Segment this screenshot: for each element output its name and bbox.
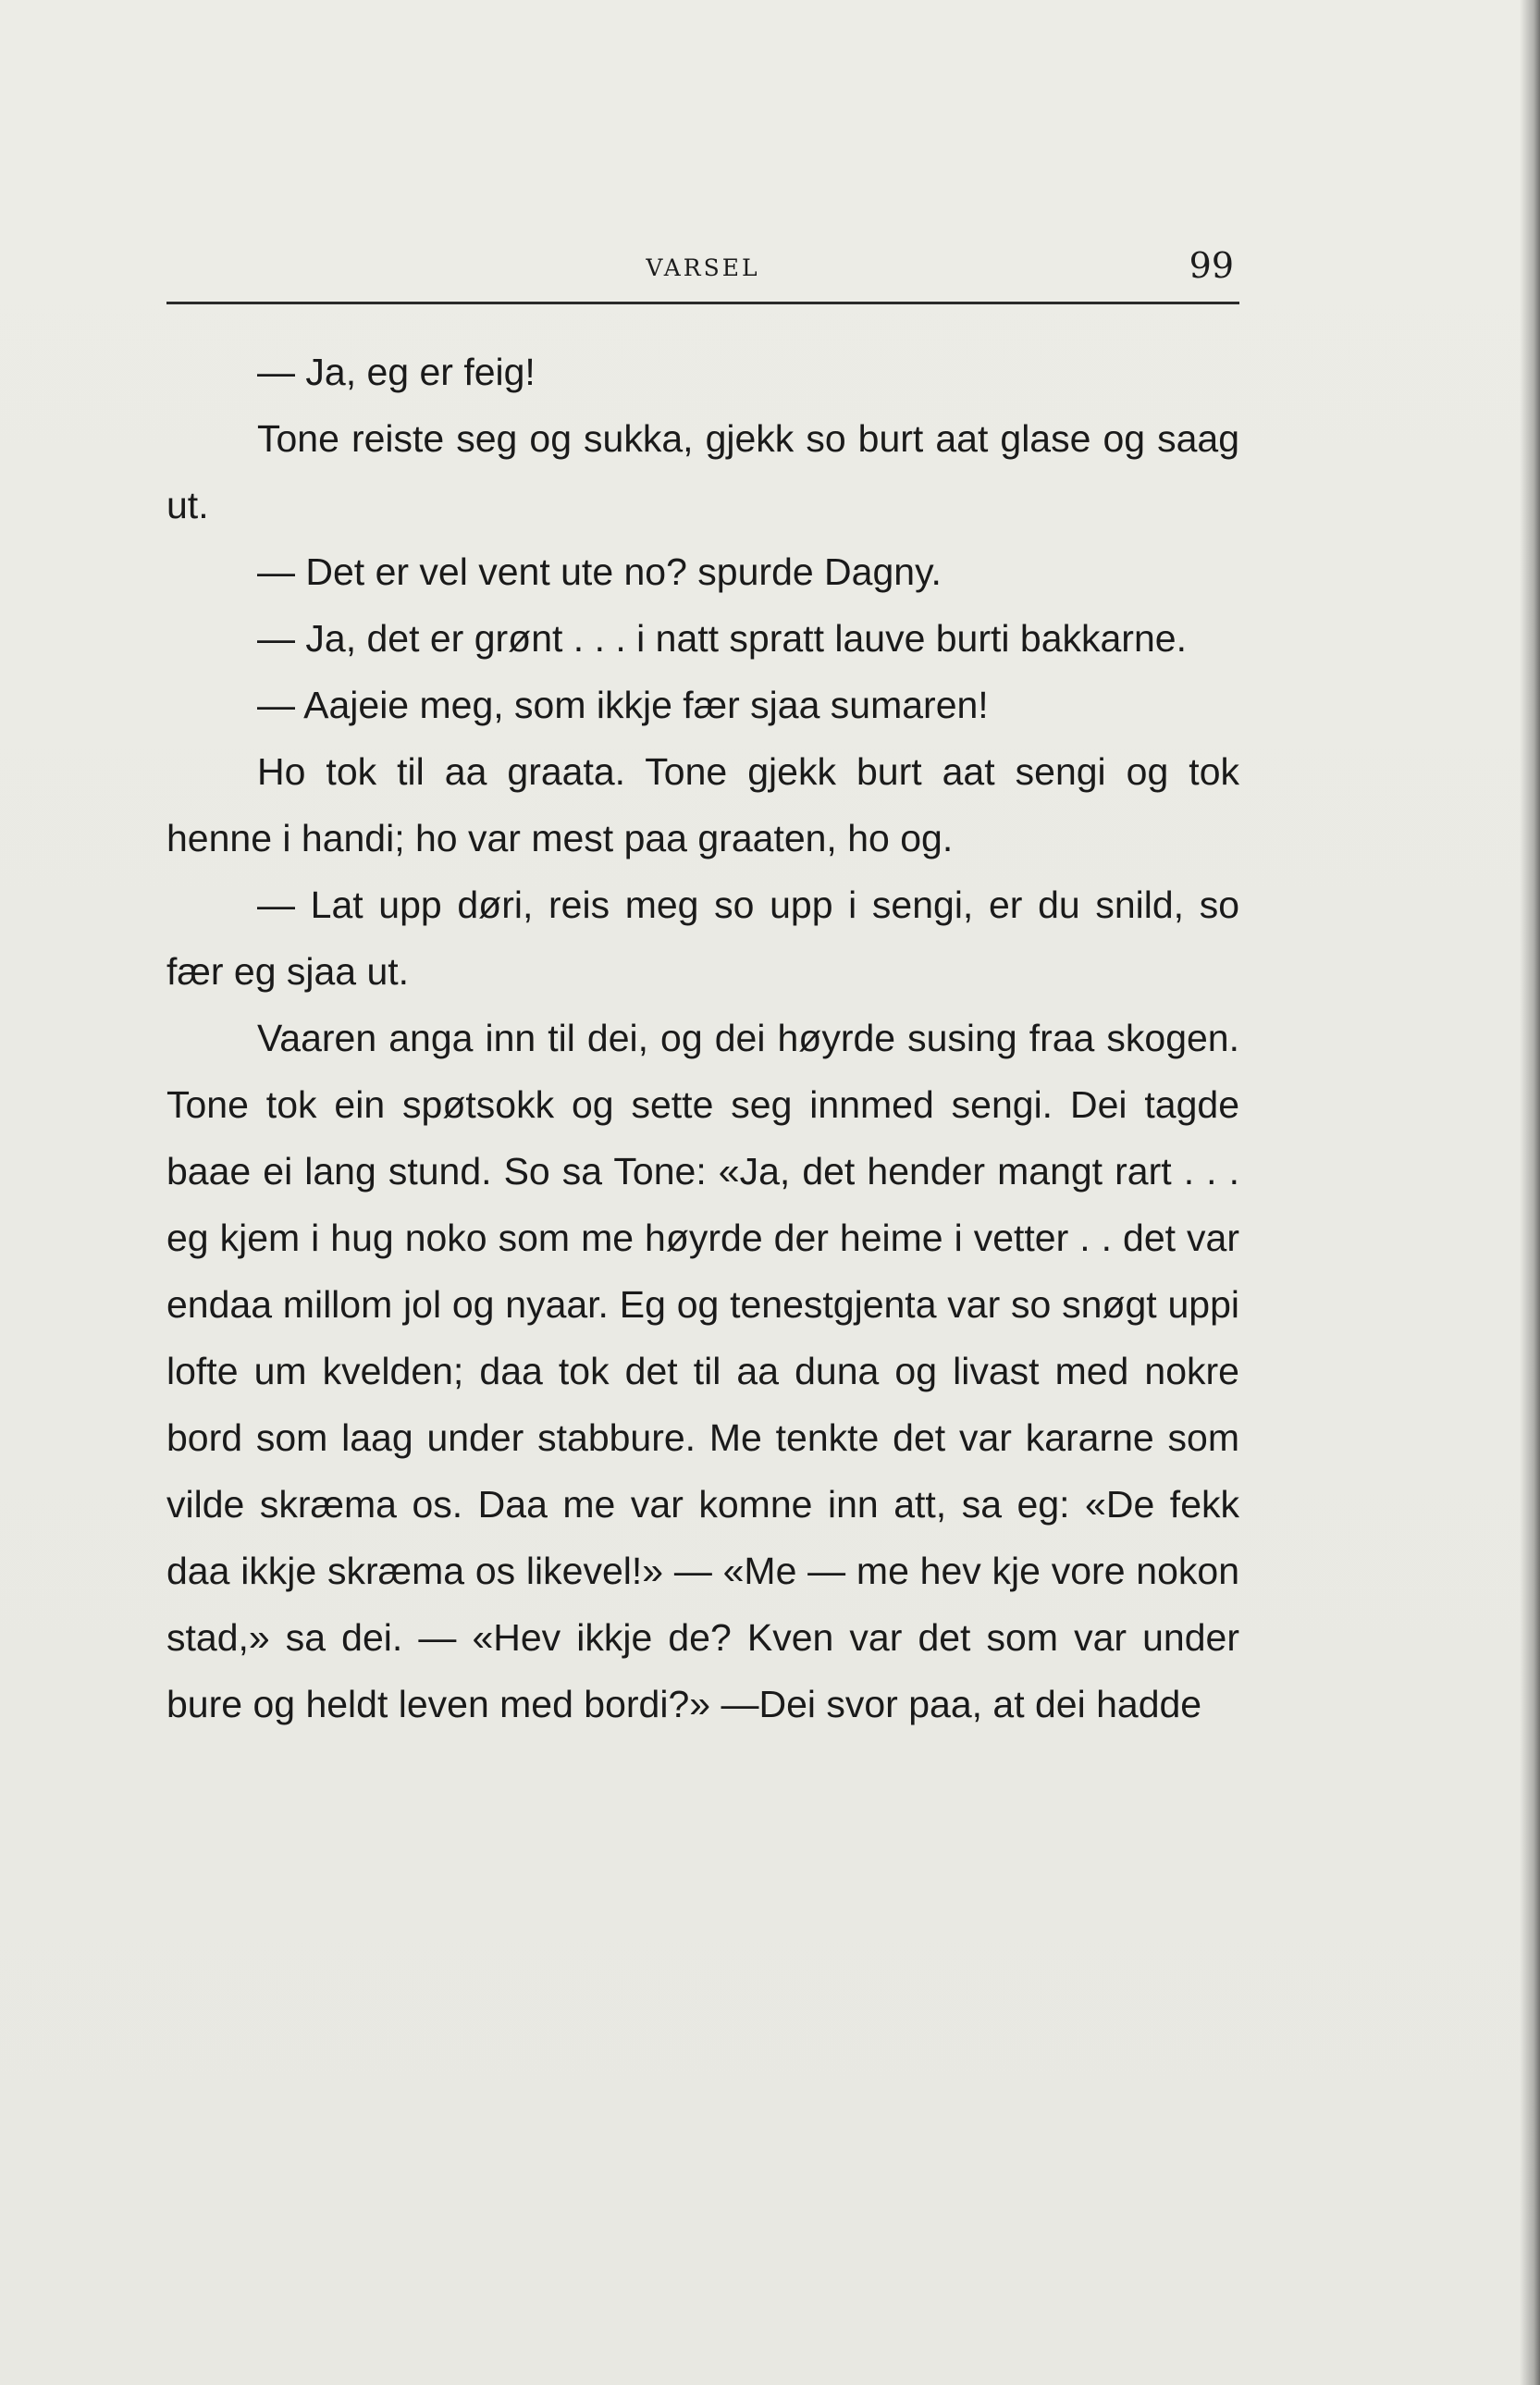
paragraph: Ho tok til aa graata. Tone gjekk burt aat sengi og tok henne i handi; ho var mest paa graaten, ho og. (166, 750, 1239, 859)
paragraph: Vaaren anga inn til dei, og dei høyrde susing fraa skogen. Tone tok ein spøtsokk og sette seg innmed sengi. Dei tagde baae ei lang stund. So sa Tone: «Ja, det hender mangt rart . . . eg kjem i hug noko som me høyrde der heime i vetter . . det var endaa millom jol og nyaar. Eg og tenestgjenta var so snøgt uppi lofte um kvelden; daa tok det til aa duna og livast med nokre bord som laag under stabbure. Me tenkte det var kararne som vilde skræma os. Daa me var komne inn att, sa eg: «De fekk daa ikkje skræma os likevel!» — «Me — me hev kje vore nokon stad,» sa dei. — «Hev ikkje de? Kven var det som var under bure og heldt leven med bordi?» —Dei svor paa, at dei hadde (166, 1017, 1239, 1725)
page-edge-shadow (1520, 0, 1540, 2385)
paragraph: — Det er vel vent ute no? spurde Dagny. (257, 550, 942, 593)
paragraph: Tone reiste seg og sukka, gjekk so burt aat glase og saag ut. (166, 417, 1239, 526)
running-head: VARSEL (646, 254, 760, 281)
paragraph: — Ja, det er grønt . . . i natt spratt lauve burti bakkarne. (257, 617, 1187, 660)
paragraph: — Aajeie meg, som ikkje fær sjaa sumaren! (257, 684, 989, 726)
page-number: 99 (1189, 245, 1234, 286)
body-text (166, 339, 1239, 1737)
header-rule (166, 302, 1239, 304)
paragraph: — Ja, eg er feig! (257, 351, 536, 393)
paragraph: — Lat upp døri, reis meg so upp i sengi, er du snild, so fær eg sjaa ut. (166, 884, 1239, 993)
page-header (166, 245, 1239, 301)
